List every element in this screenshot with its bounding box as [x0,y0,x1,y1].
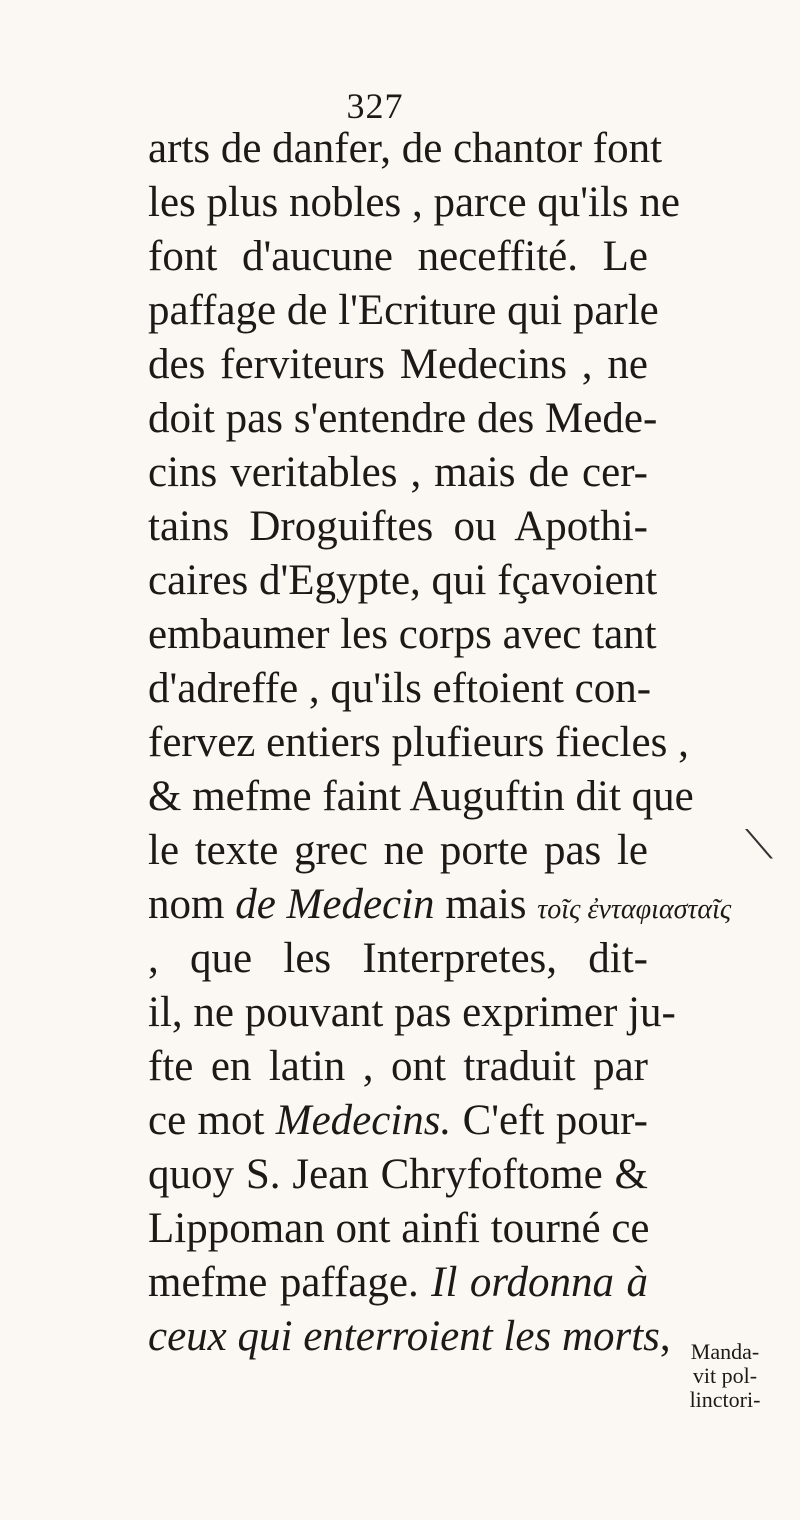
italic-segment: Medecins. [275,1097,452,1144]
text-line [148,1310,671,1364]
italic-segment: de Medecin [235,881,435,928]
greek-segment: τοῖς ἐνταφιασταῖς [537,894,732,925]
text-segment: font d'aucune neceffité. Le [148,233,648,280]
text-segment: fte en latin , ont traduit par [148,1043,648,1090]
text-line [148,1040,648,1094]
text-segment: mefme paffage. [148,1259,432,1306]
text-segment: tains Droguiftes ou Apothi- [148,503,648,550]
italic-segment: ceux qui enterroient les morts [148,1313,660,1360]
text-line [148,608,657,662]
text-segment: quoy S. Jean Chryfoftome & [148,1151,648,1198]
margin-note [660,1340,790,1412]
text-segment: les plus nobles , parce qu'ils ne [148,179,680,226]
text-line [148,338,648,392]
text-line [148,446,648,500]
text-segment: des ferviteurs Medecins , ne [148,341,648,388]
text-line [148,500,648,554]
text-segment: fervez entiers plufieurs fiecles , [148,719,689,766]
text-segment: le texte grec ne porte pas le [148,827,648,874]
text-segment: , que les Interpretes, dit- [148,935,648,982]
page-number: 327 [346,86,404,126]
text-line [148,1148,648,1202]
margin-note-line: linctori- [689,1387,761,1412]
text-segment: nom [148,881,236,928]
text-line [148,662,652,716]
ink-mark-decoration: ⟍ [745,822,773,867]
text-segment: arts de danfer, de chantor font [148,125,663,172]
text-line [148,230,648,284]
text-segment: il, ne pouvant pas exprimer ju- [148,989,676,1036]
margin-note-line: vit pol- [692,1363,758,1388]
text-line [148,392,658,446]
text-segment: embaumer les corps avec tant [148,611,657,658]
text-line [148,284,659,338]
text-segment: & mefme faint Auguftin dit que [148,773,694,820]
text-segment: C'eft pour- [451,1097,648,1144]
text-segment: , [659,1313,671,1360]
text-line [148,986,676,1040]
text-line [148,1094,648,1148]
text-segment: caires d'Egypte, qui fçavoient [148,557,658,604]
text-line [148,1256,648,1310]
text-segment: doit pas s'entendre des Mede- [148,395,658,442]
italic-segment: Il ordonna à [431,1259,648,1306]
text-line [148,878,732,932]
text-line [148,716,689,770]
text-segment: Lippoman ont ainfi tourné ce [148,1205,650,1252]
text-segment: paffage de l'Ecriture qui parle [148,287,659,334]
text-segment: ce mot [148,1097,276,1144]
text-line [148,932,648,986]
text-segment: mais [434,881,538,928]
text-segment: cins veritables , mais de cer- [148,449,648,496]
margin-note-line: Manda- [690,1339,760,1364]
text-line [148,824,648,878]
text-segment: d'adreffe , qu'ils eftoient con- [148,665,652,712]
text-line [148,176,680,230]
text-line [148,770,694,824]
text-line [148,554,658,608]
text-line [148,122,663,176]
text-line [148,1202,648,1256]
